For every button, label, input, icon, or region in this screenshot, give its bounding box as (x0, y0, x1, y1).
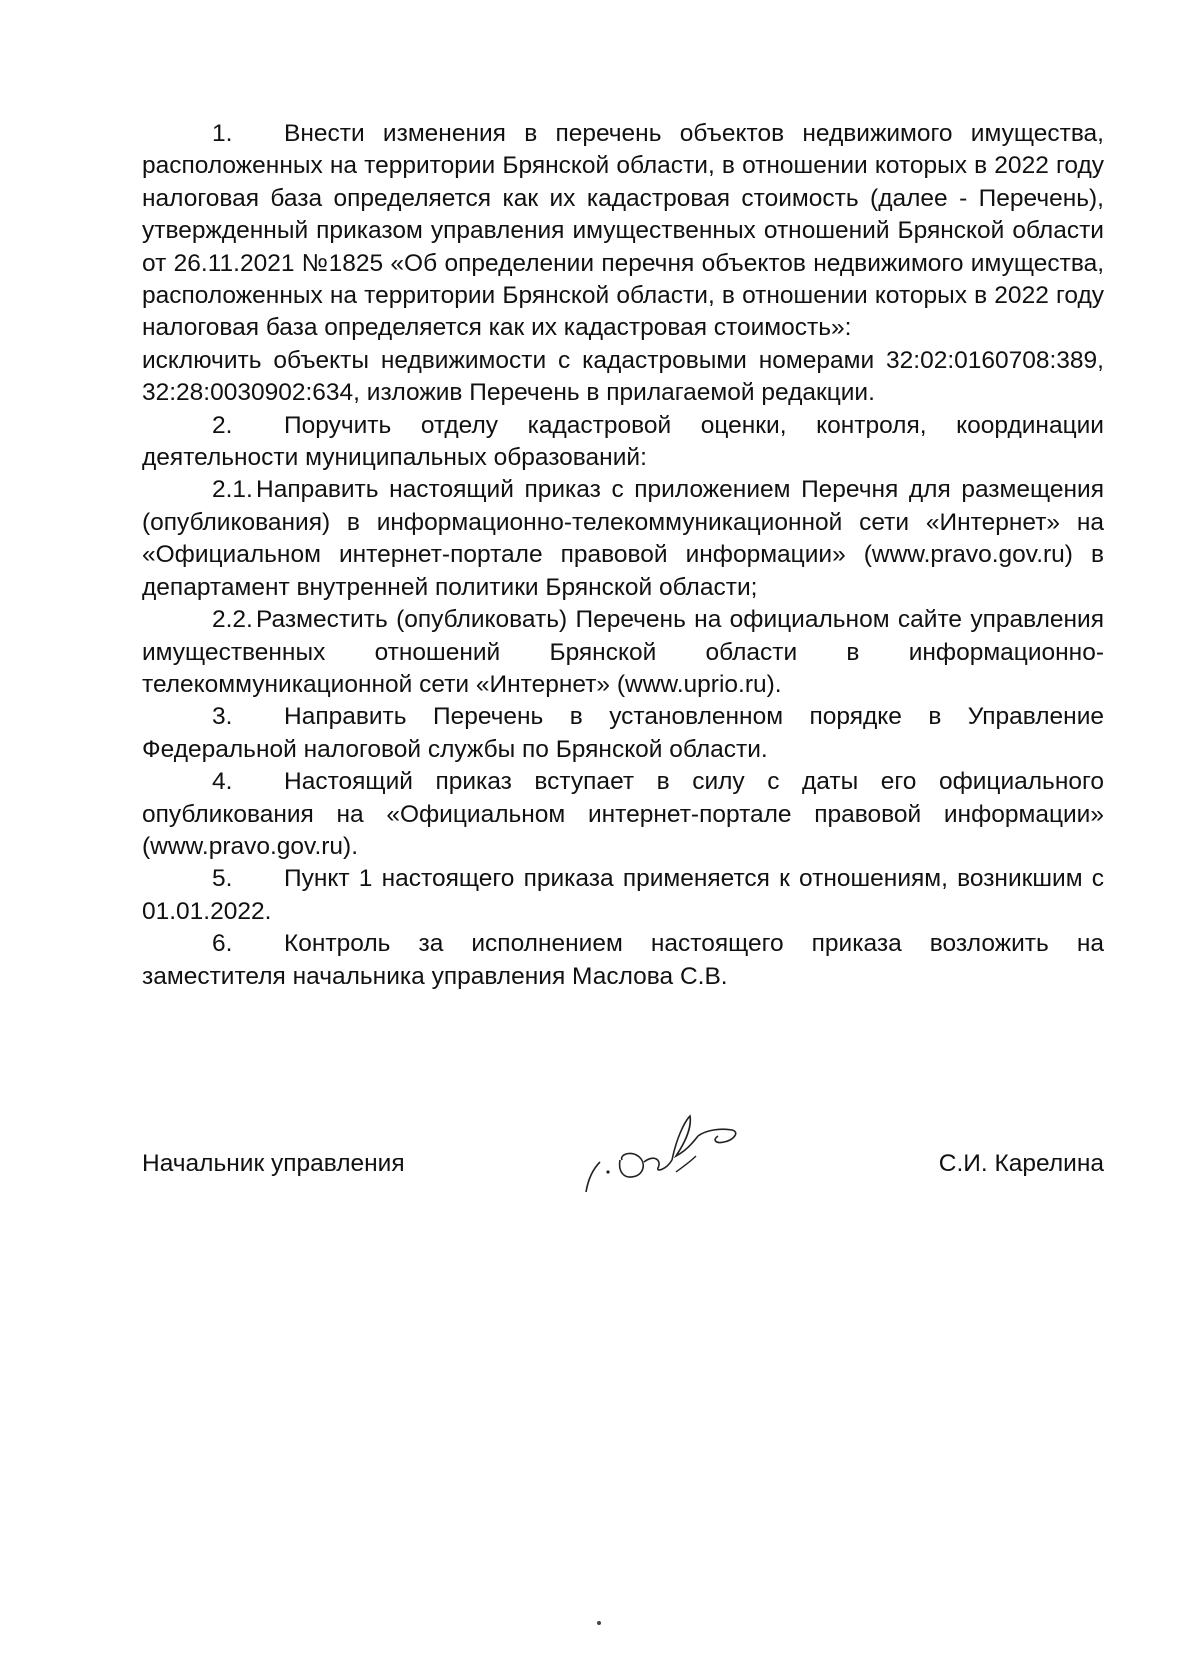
item-text: Пункт 1 настоящего приказа применяется к отношениям, возникшим с 01.01.2022. (142, 865, 1104, 925)
item-2-1 (142, 474, 1104, 604)
item-number: 2.1. (212, 476, 253, 504)
item-text: Внести изменения в перечень объектов недвижимого имущества, расположенных на территории Брянской области, в отношении которых в 2022 году налоговая база определяется как их кадастровая стоимость (далее - Перечень), утвержденный приказом управления имущественных отношений Брянской области от 26.11.2021 №1825 «Об определении перечня объектов недвижимого имущества, расположенных на территории Брянской области, в отношении которых в 2022 году налоговая база определяется как их кадастровая стоимость»: (142, 120, 1104, 342)
handwritten-signature (572, 1100, 762, 1210)
item-number: 4. (212, 768, 233, 796)
order-body (142, 118, 1104, 993)
signatory-name: С.И. Карелина (938, 1150, 1104, 1177)
item-1-continuation (142, 345, 1104, 410)
item-text: Направить настоящий приказ с приложением Перечня для размещения (опубликования) в информационно-телекоммуникационной сети «Интернет» на «Официальном интернет-портале правовой информации» (www.pravo.gov.ru) в департамент внутренней политики Брянской области; (142, 476, 1104, 601)
item-5 (142, 863, 1104, 928)
item-text: Разместить (опубликовать) Перечень на официальном сайте управления имущественных отношений Брянской области в информационно-телекоммуникационной сети «Интернет» (www.uprio.ru). (142, 606, 1104, 698)
item-6 (142, 928, 1104, 993)
item-number: 2.2. (212, 606, 253, 634)
signature-block (142, 1140, 1104, 1200)
item-number: 6. (212, 930, 233, 958)
item-2 (142, 410, 1104, 475)
item-text: Настоящий приказ вступает в силу с даты его официального опубликования на «Официальном интернет-портале правовой информации» (www.pravo.gov.ru). (142, 768, 1104, 860)
item-1 (142, 118, 1104, 345)
item-number: 5. (212, 865, 233, 893)
scan-dot (597, 1621, 601, 1625)
item-text: Направить Перечень в установленном порядке в Управление Федеральной налоговой службы по Брянской области. (142, 703, 1104, 763)
item-text: Поручить отделу кадастровой оценки, контроля, координации деятельности муниципальных образований: (142, 411, 1104, 472)
item-number: 1. (212, 120, 233, 147)
item-number: 2. (212, 411, 233, 439)
item-4 (142, 766, 1104, 863)
item-3 (142, 701, 1104, 766)
item-2-2 (142, 604, 1104, 701)
item-number: 3. (212, 703, 233, 731)
signatory-title: Начальник управления (142, 1150, 405, 1177)
item-text: исключить объекты недвижимости с кадастровыми номерами 32:02:0160708:389, 32:28:0030902:634, изложив Перечень в прилагаемой редакции. (142, 346, 1104, 407)
item-text: Контроль за исполнением настоящего приказа возложить на заместителя начальника управления Маслова С.В. (142, 930, 1104, 990)
